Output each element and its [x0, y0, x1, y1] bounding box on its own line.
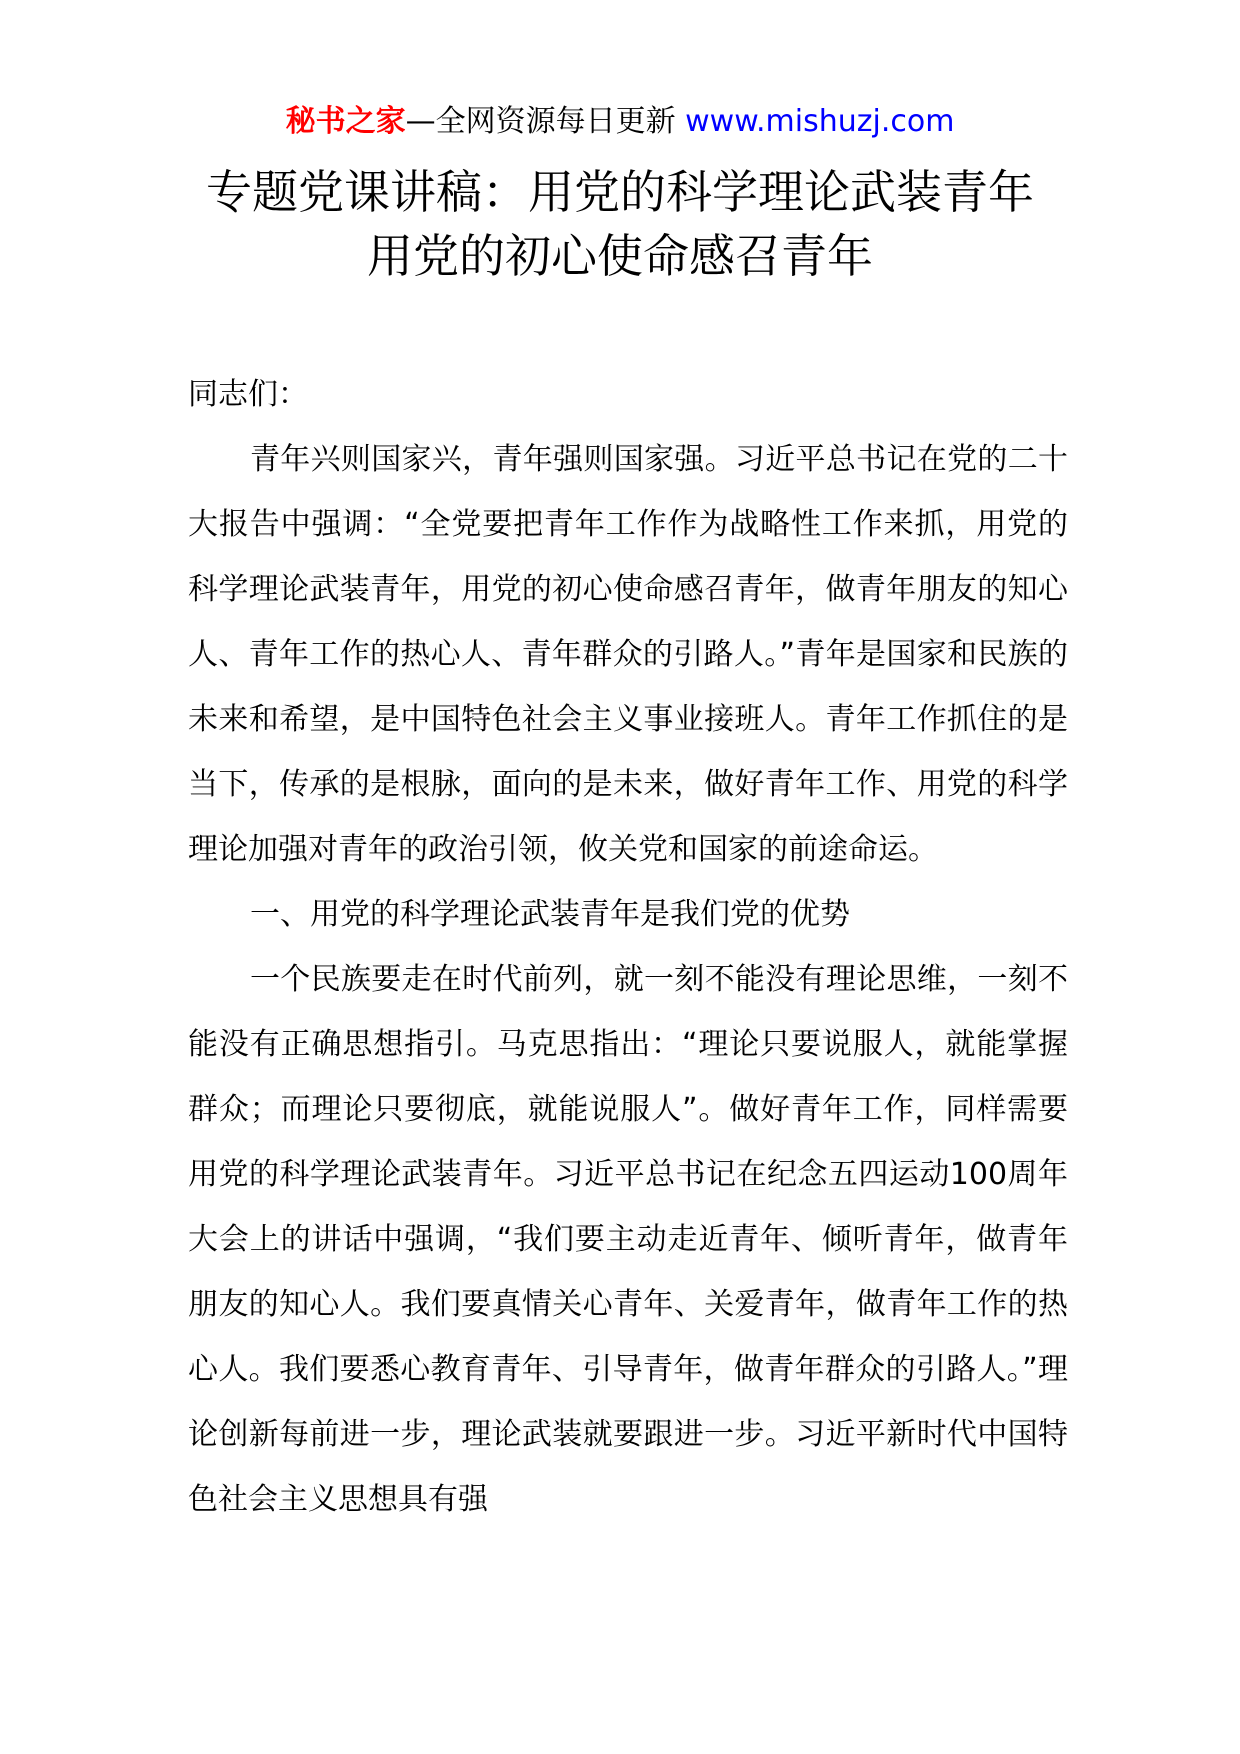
document-title — [0, 160, 1240, 288]
greeting: 同志们： — [188, 377, 308, 412]
document-body — [188, 362, 1068, 1532]
paragraph-section-1: 一个民族要走在时代前列，就一刻不能没有理论思维，一刻不能没有正确思想指引。马克思指出：“理论只要说服人，就能掌握群众；而理论只要彻底，就能说服人”。做好青年工作，同样需要用党的科学理论武装青年。习近平总书记在纪念五四运动100周年大会上的讲话中强调，“我们要主动走近青年、倾听青年，做青年朋友的知心人。我们要真情关心青年、关爱青年，做青年工作的热心人。我们要悉心教育青年、引导青年，做青年群众的引路人。”理论创新每前进一步，理论武装就要跟进一步。习近平新时代中国特色社会主义思想具有强 — [188, 962, 1068, 1517]
title-line-2: 用党的初心使命感召青年 — [367, 229, 873, 283]
paragraph-intro: 青年兴则国家兴，青年强则国家强。习近平总书记在党的二十大报告中强调：“全党要把青年工作作为战略性工作来抓，用党的科学理论武装青年，用党的初心使命感召青年，做青年朋友的知心人、青年工作的热心人、青年群众的引路人。”青年是国家和民族的未来和希望，是中国特色社会主义事业接班人。青年工作抓住的是当下，传承的是根脉，面向的是未来，做好青年工作、用党的科学理论加强对青年的政治引领，攸关党和国家的前途命运。 — [188, 442, 1068, 867]
section-heading-1: 一、用党的科学理论武装青年是我们党的优势 — [250, 897, 850, 932]
site-header — [0, 100, 1240, 144]
title-line-1: 专题党课讲稿：用党的科学理论武装青年 — [206, 165, 1034, 219]
header-tagline: —全网资源每日更新 — [405, 104, 686, 139]
brand-name: 秘书之家 — [285, 104, 406, 139]
site-url-link[interactable]: www.mishuzj.com — [685, 104, 955, 139]
